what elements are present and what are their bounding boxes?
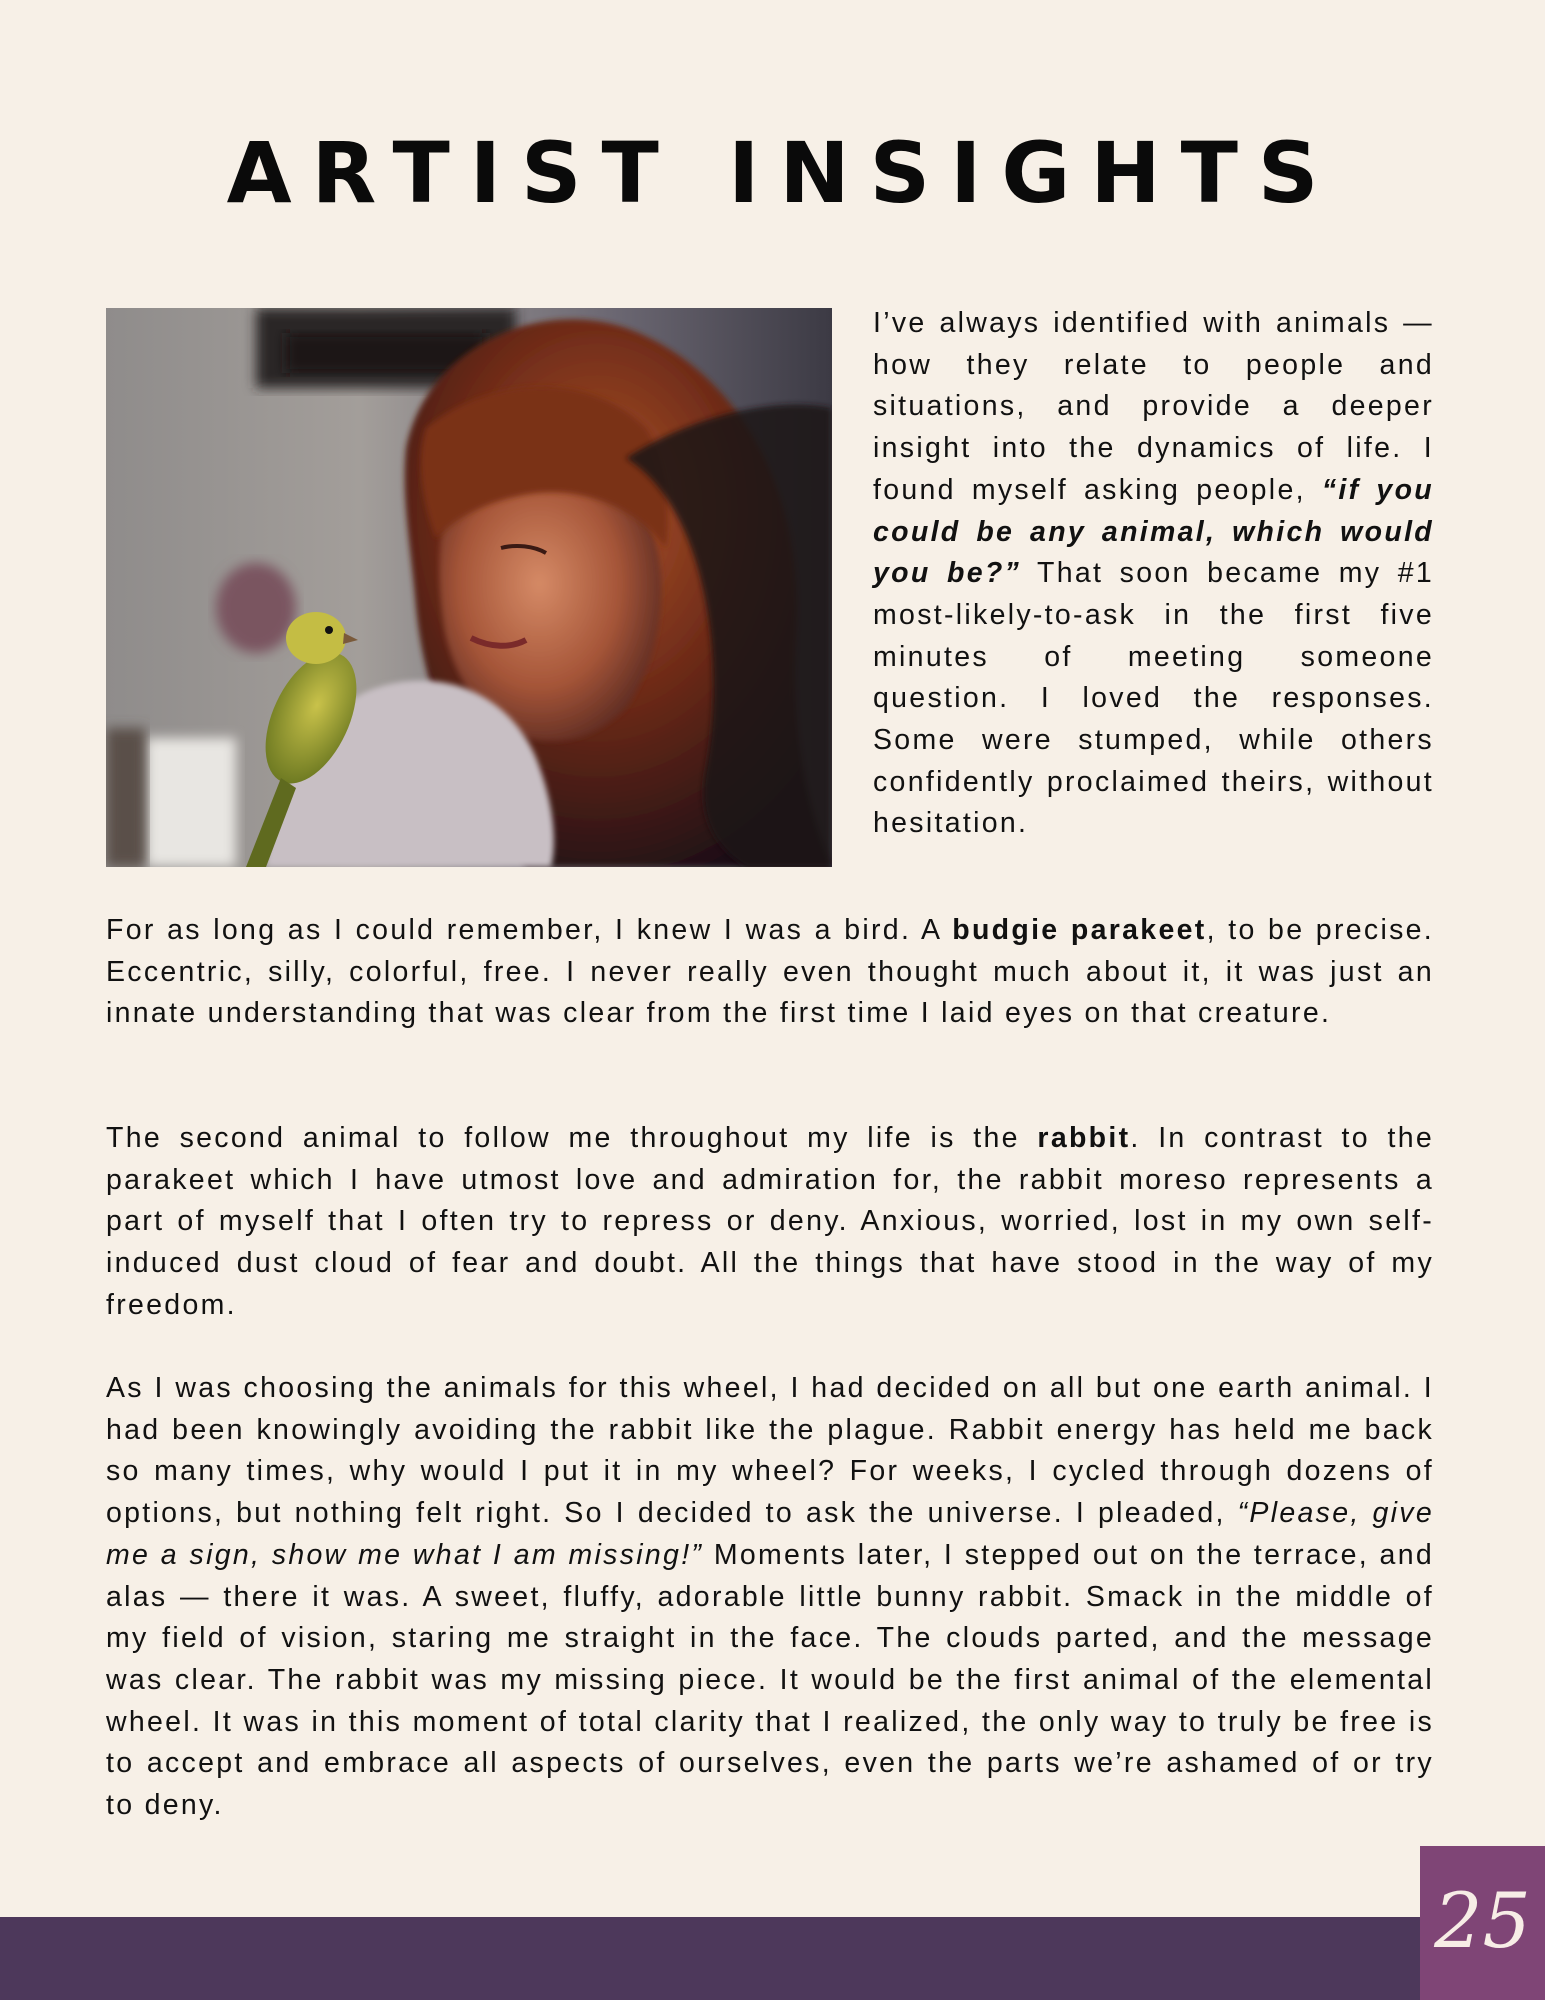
- plea-quote: “Please, give me a sign, show me what I am missing!”: [106, 1497, 1434, 1571]
- page-number-box: [1420, 1846, 1545, 2000]
- wheel-paragraph: [106, 1368, 1434, 1827]
- parakeet-text-1: For as long as I could remember, I knew I was a bird. A: [106, 914, 953, 946]
- animal-question-quote: “if you could be any animal, which would you be?”: [873, 473, 1434, 590]
- rabbit-text-1: The second animal to follow me throughout my life is the: [106, 1122, 1038, 1154]
- page-number: 25: [1434, 1876, 1531, 1965]
- wheel-text-2: Moments later, I stepped out on the terrace, and alas — there it was. A sweet, fluffy, adorable little bunny rabbit. Smack in the middle of my field of vision, staring me straight in the face. The clouds parted, and the message was clear. The rabbit was my missing piece. It would be the first animal of the elemental wheel. It was in this moment of total clarity that I realized, the only way to truly be free is to accept and embrace all aspects of ourselves, even the parts we’re ashamed of or try to deny.: [106, 1538, 1434, 1822]
- intro-text-1: I’ve always identified with animals — how they relate to people and situations, and provide a deeper insight into the dynamics of life. I found myself asking people,: [873, 307, 1434, 506]
- budgie-parakeet-highlight: budgie parakeet: [952, 914, 1207, 946]
- parakeet-text-2: , to be precise. Eccentric, silly, colorful, free. I never really even thought much about it, it was just an innate understanding that was clear from the first time I laid eyes on that creature.: [106, 914, 1434, 1030]
- rabbit-text-2: . In contrast to the parakeet which I have utmost love and admiration for, the rabbit moreso represents a part of myself that I often try to repress or deny. Anxious, worried, lost in my own self-induced dust cloud of fear and doubt. All the things that have stood in the way of my freedom.: [106, 1122, 1435, 1321]
- intro-text-2: That soon became my #1 most-likely-to-ask in the first five minutes of meeting someone question. I loved the responses. Some were stumped, while others confidently proclaimed theirs, without hesitation.: [873, 557, 1435, 840]
- rabbit-highlight: rabbit: [1037, 1122, 1131, 1154]
- rabbit-paragraph: [106, 1118, 1434, 1327]
- girl-with-budgie-photo: [106, 308, 832, 867]
- intro-paragraph: [873, 303, 1434, 845]
- footer-bar: [0, 1917, 1545, 2000]
- wheel-text-1: As I was choosing the animals for this wheel, I had decided on all but one earth animal. I had been knowingly avoiding the rabbit like the plague. Rabbit energy has held me back so many times, why would I put it in my wheel? For weeks, I cycled through dozens of options, but nothing felt right. So I decided to ask the universe. I pleaded,: [106, 1372, 1434, 1530]
- page-title: ARTIST INSIGHTS: [226, 124, 1339, 222]
- parakeet-paragraph: [106, 910, 1434, 1035]
